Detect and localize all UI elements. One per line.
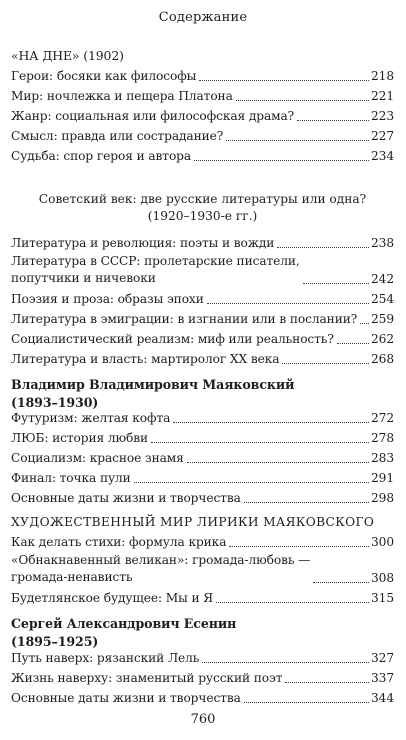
toc-entry[interactable] — [11, 408, 394, 428]
entry-page: 259 — [371, 312, 394, 326]
page-number: 760 — [190, 712, 216, 727]
toc-entry[interactable] — [11, 468, 394, 488]
entry-title: Смысл: правда или сострадание? — [11, 129, 224, 143]
entry-page: 327 — [371, 651, 394, 665]
section-heading-line-1: Советский век: две русские литературы или одна? — [38, 192, 367, 206]
entry-page: 242 — [371, 272, 394, 286]
toc-entry[interactable] — [11, 146, 394, 166]
entry-page: 234 — [371, 149, 394, 163]
entry-page: 283 — [371, 451, 394, 465]
toc-entry[interactable] — [11, 106, 394, 126]
toc-entry[interactable] — [11, 126, 394, 146]
toc-entry[interactable] — [11, 588, 394, 608]
toc-entry[interactable] — [11, 688, 394, 708]
entry-title: Поэзия и проза: образы эпохи — [11, 292, 204, 306]
entry-page: 221 — [371, 89, 394, 103]
toc-entry[interactable] — [11, 648, 394, 668]
entry-page: 344 — [371, 691, 394, 705]
entry-title: Герои: босяки как философы — [11, 69, 197, 83]
entry-page: 298 — [371, 491, 394, 505]
dot-leader — [194, 159, 369, 161]
entry-title: Литература в эмиграции: в изгнании или в послании? — [11, 312, 358, 326]
entry-page: 300 — [371, 535, 394, 549]
entry-page: 278 — [371, 431, 394, 445]
entry-page: 238 — [371, 236, 394, 250]
toc-entry[interactable] — [11, 428, 394, 448]
entry-title: Литература и революция: поэты и вожди — [11, 236, 275, 250]
dot-leader — [297, 119, 369, 121]
toc-entry[interactable] — [11, 552, 394, 588]
author-name: Владимир Владимирович Маяковский — [11, 377, 295, 392]
entry-title: Путь наверх: рязанский Лель — [11, 651, 200, 665]
dot-leader — [207, 302, 369, 304]
toc-entry[interactable] — [11, 532, 394, 552]
toc-entry[interactable] — [11, 349, 394, 369]
dot-leader — [226, 139, 369, 141]
section-heading: ХУДОЖЕСТВЕННЫЙ МИР ЛИРИКИ МАЯКОВСКОГО — [11, 515, 375, 529]
dot-leader — [244, 701, 369, 703]
section-heading: «НА ДНЕ» (1902) — [11, 48, 124, 63]
toc-entry[interactable] — [11, 233, 394, 253]
entry-title: Основные даты жизни и творчества — [11, 691, 241, 705]
author-years: (1895–1925) — [11, 634, 99, 649]
entry-page: 254 — [371, 292, 394, 306]
author-name: Сергей Александрович Есенин — [11, 616, 237, 631]
entry-title-line-2: громада-ненависть — [11, 570, 133, 584]
entry-page: 268 — [371, 352, 394, 366]
section-soviet-age — [11, 191, 394, 225]
section-esenin-entries — [11, 648, 394, 708]
dot-leader — [282, 362, 369, 364]
toc-entry[interactable] — [11, 329, 394, 349]
toc-entry[interactable] — [11, 309, 394, 329]
section-mayakovsky — [11, 376, 394, 412]
toc-entry[interactable] — [11, 488, 394, 508]
entry-title: Основные даты жизни и творчества — [11, 491, 241, 505]
entry-title: Футуризм: желтая кофта — [11, 411, 171, 425]
toc-entry[interactable] — [11, 668, 394, 688]
entry-page: 272 — [371, 411, 394, 425]
dot-leader — [187, 461, 369, 463]
dot-leader — [134, 481, 369, 483]
entry-page: 262 — [371, 332, 394, 346]
entry-title: Жанр: социальная или философская драма? — [11, 109, 295, 123]
dot-leader — [229, 545, 369, 547]
section-heading-line-2: (1920–1930-е гг.) — [147, 209, 258, 223]
dot-leader — [313, 581, 369, 583]
entry-title: Социализм: красное знамя — [11, 451, 184, 465]
entry-title: Судьба: спор героя и автора — [11, 149, 192, 163]
entry-page: 291 — [371, 471, 394, 485]
entry-page: 227 — [371, 129, 394, 143]
entry-title-line-1: Литература в СССР: пролетарские писатели, — [11, 254, 300, 268]
dot-leader — [236, 99, 369, 101]
toc-entry[interactable] — [11, 253, 394, 289]
dot-leader — [216, 601, 369, 603]
dot-leader — [244, 501, 369, 503]
section-soviet-age-entries — [11, 233, 394, 369]
entry-title-line-2: попутчики и ничевоки — [11, 271, 156, 285]
section-na-dne — [11, 47, 394, 65]
dot-leader — [199, 79, 369, 81]
entry-title: Как делать стихи: формула крика — [11, 535, 227, 549]
dot-leader — [360, 322, 369, 324]
dot-leader — [285, 681, 369, 683]
entry-title — [11, 552, 310, 588]
toc-entry[interactable] — [11, 289, 394, 309]
entry-title: Мир: ночлежка и пещера Платона — [11, 89, 233, 103]
entry-title-line-1: «Обнакнавенный великан»: громада-любовь — — [11, 553, 311, 567]
section-mayakovsky-entries — [11, 408, 394, 508]
dot-leader — [202, 661, 369, 663]
entry-page: 223 — [371, 109, 394, 123]
dot-leader — [303, 282, 369, 284]
entry-title: Литература и власть: мартиролог XX века — [11, 352, 280, 366]
toc-entry[interactable] — [11, 66, 394, 86]
toc-entry[interactable] — [11, 448, 394, 468]
dot-leader — [277, 246, 369, 248]
dot-leader — [173, 421, 369, 423]
dot-leader — [337, 342, 369, 344]
entry-page: 337 — [371, 671, 394, 685]
entry-title: Жизнь наверху: знаменитый русский поэт — [11, 671, 283, 685]
entry-page: 218 — [371, 69, 394, 83]
entry-title: Финал: точка пули — [11, 471, 131, 485]
entry-title — [11, 253, 300, 289]
entry-title: Будетлянское будущее: Мы и Я — [11, 591, 214, 605]
author-years: (1893–1930) — [11, 395, 99, 410]
entry-title: Социалистический реализм: миф или реальность? — [11, 332, 334, 346]
dot-leader — [151, 441, 369, 443]
section-mayakovsky-lyrics — [11, 513, 394, 531]
toc-entry[interactable] — [11, 86, 394, 106]
entry-title: ЛЮБ: история любви — [11, 431, 149, 445]
section-na-dne-entries — [11, 66, 394, 166]
running-title: Содержание — [158, 10, 248, 25]
section-mayakovsky-lyrics-entries — [11, 532, 394, 608]
entry-page: 315 — [371, 591, 394, 605]
entry-page: 308 — [371, 571, 394, 585]
section-esenin — [11, 615, 394, 651]
